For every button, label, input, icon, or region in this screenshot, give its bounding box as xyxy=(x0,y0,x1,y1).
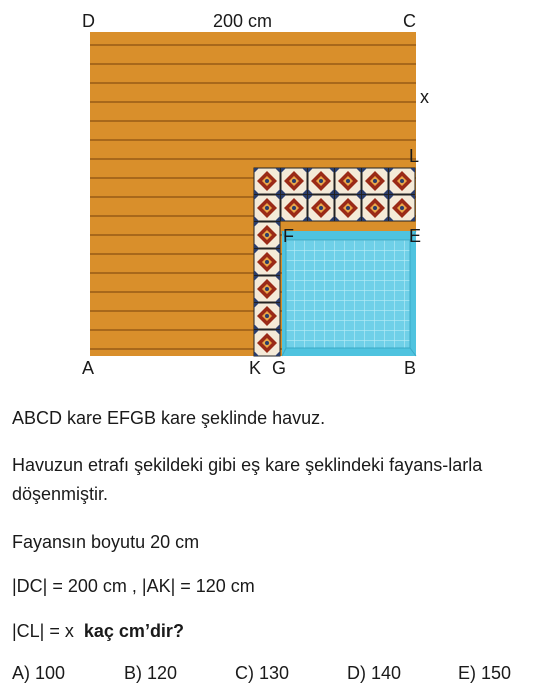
tile xyxy=(389,195,415,221)
question-ask-bold: kaç cm’dir? xyxy=(83,621,184,641)
tile xyxy=(362,168,388,194)
tile xyxy=(254,195,280,221)
tile xyxy=(389,168,415,194)
tile xyxy=(254,168,280,194)
tile xyxy=(254,249,280,275)
pool xyxy=(282,231,416,356)
tile xyxy=(254,222,280,248)
tile xyxy=(281,195,307,221)
label-E: E xyxy=(409,226,422,246)
choice-e[interactable]: E) 150 xyxy=(458,663,512,683)
label-x: x xyxy=(420,87,429,107)
choice-d[interactable]: D) 140 xyxy=(347,663,402,683)
label-D: D xyxy=(82,11,95,31)
label-C: C xyxy=(403,11,416,31)
label-G: G xyxy=(272,358,287,378)
label-B: B xyxy=(404,358,417,378)
label-top-length: 200 cm xyxy=(213,11,273,31)
question-description: Havuzun etrafı şekildeki gibi eş kare şeklindeki fayans-larla döşenmiştir. xyxy=(12,455,483,504)
question-ask xyxy=(12,617,524,646)
question-ask-prefix: |CL| = x xyxy=(12,621,74,641)
choice-a[interactable]: A) 100 xyxy=(12,663,66,683)
label-F: F xyxy=(283,226,294,246)
choice-c[interactable]: C) 130 xyxy=(235,663,290,683)
tile xyxy=(362,195,388,221)
tile-size-text: Fayansın boyutu 20 cm xyxy=(12,532,200,552)
tile xyxy=(254,303,280,329)
choice-b[interactable]: B) 120 xyxy=(124,663,178,683)
given-lengths-text: |DC| = 200 cm , |AK| = 120 cm xyxy=(12,576,255,596)
tile xyxy=(281,168,307,194)
tile xyxy=(308,168,334,194)
label-A: A xyxy=(82,358,95,378)
tile xyxy=(254,276,280,302)
tile xyxy=(335,168,361,194)
tile xyxy=(254,330,280,356)
tile xyxy=(308,195,334,221)
question-statement: ABCD kare EFGB kare şeklinde havuz. xyxy=(12,408,326,428)
label-L: L xyxy=(409,146,420,166)
label-K: K xyxy=(249,358,262,378)
tile xyxy=(335,195,361,221)
